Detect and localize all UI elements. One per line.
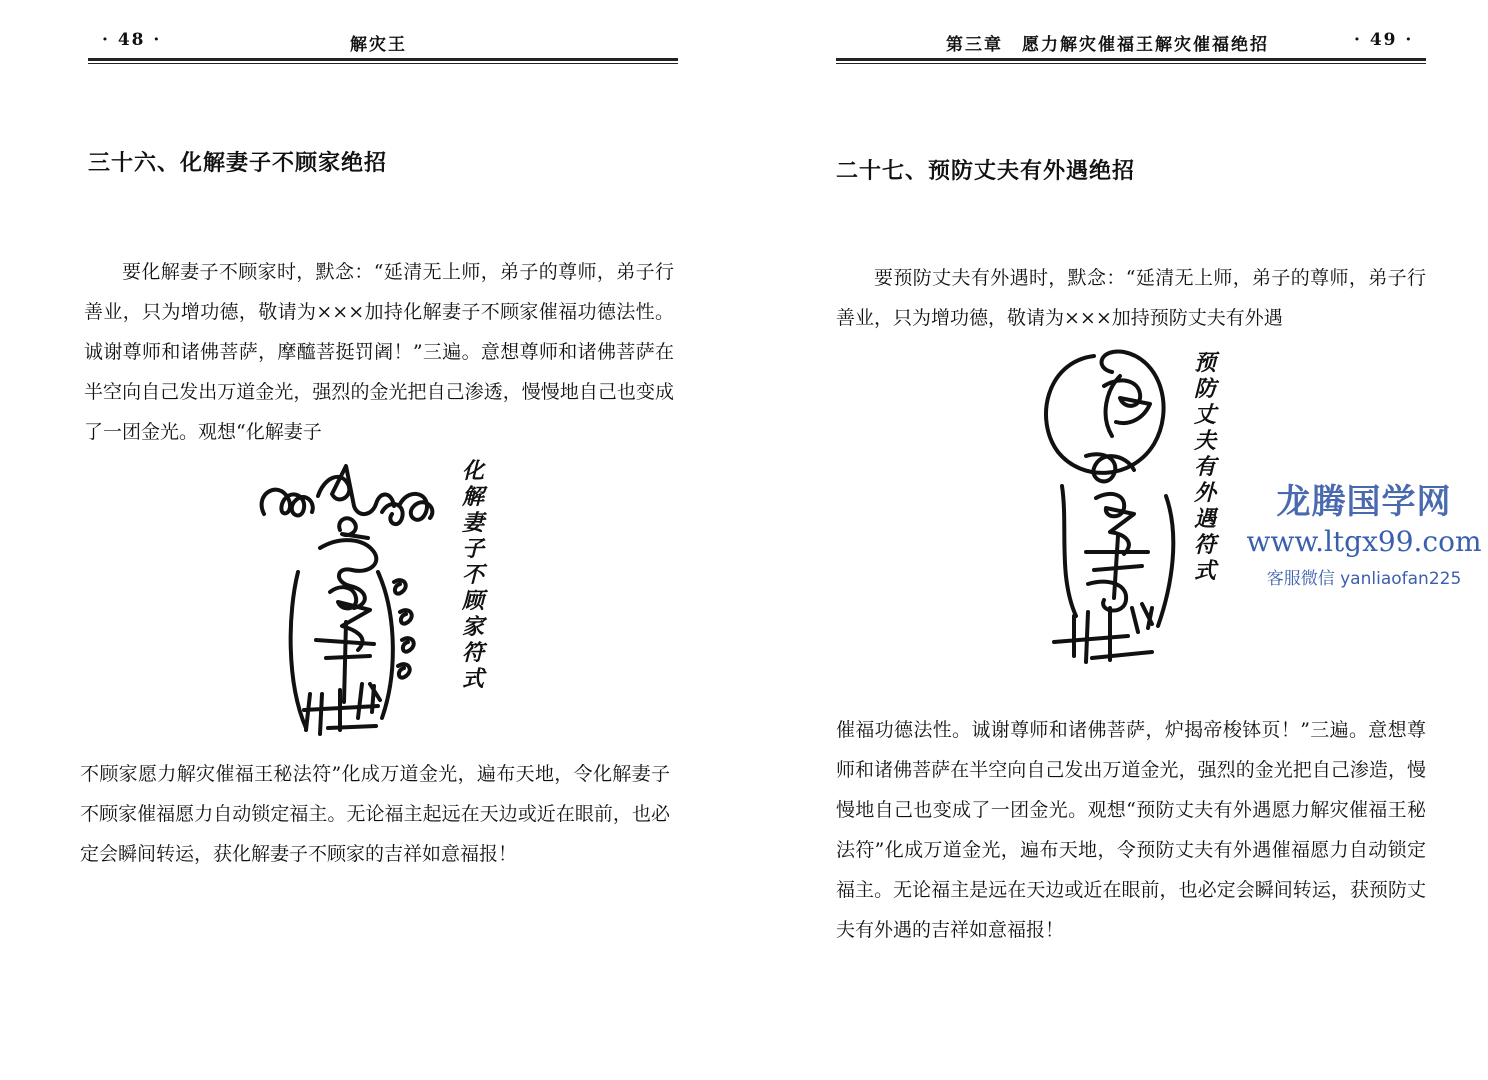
left-paragraph-1: 要化解妻子不顾家时，默念：“延清无上师，弟子的尊师，弟子行善业，只为增功德，敬请为×××加持化解妻子不顾家催福功德法性。诚谢尊师和诸佛菩萨，摩醯菩挺罚阇！”三遍。意想尊师和诸佛菩萨在半空向自己发出万道金光，强烈的金光把自己渗透，慢慢地自己也变成了一团金光。观想“化解妻子 (84, 261, 674, 443)
right-paragraph-2: 催福功德法性。诚谢尊师和诸佛菩萨，炉揭帝梭钵页！”三遍。意想尊师和诸佛菩萨在半空向自己发出万道金光，强烈的金光把自己渗造，慢慢地自己也变成了一团金光。观想“预防丈夫有外遇愿力解灾催福王秘法符”化成万道金光，遍布天地，令预防丈夫有外遇催福愿力自动锁定福主。无论福主是远在天边或近在眼前，也必定会瞬间转运，获预防丈夫有外遇的吉祥如意福报！ (836, 719, 1426, 941)
right-page-number: · 49 · (1354, 30, 1414, 50)
watermark-url: www.ltgx99.com (1246, 525, 1482, 558)
left-page-number: · 48 · (102, 30, 162, 50)
right-section-heading: 二十七、预防丈夫有外遇绝招 (836, 159, 1136, 184)
site-watermark (1240, 474, 1488, 589)
watermark-contact: 客服微信 yanliaofan225 (1266, 569, 1462, 589)
right-talisman-label: 预 防 丈 夫 有 外 遇 符 式 (1194, 350, 1217, 584)
watermark-site-name: 龙腾国学网 (1276, 482, 1452, 522)
left-talisman-drawing (250, 452, 450, 752)
right-paragraph-1: 要预防丈夫有外遇时，默念：“延清无上师，弟子的尊师，弟子行善业，只为增功德，敬请为×××加持预防丈夫有外遇 (836, 267, 1426, 329)
right-talisman-drawing (1034, 346, 1204, 696)
right-running-title: 第三章 愿力解灾催福王解灾催福绝招 (946, 35, 1269, 55)
left-page-header (88, 26, 678, 56)
left-talisman-label: 化 解 妻 子 不 顾 家 符 式 (462, 458, 485, 692)
right-page-header (836, 26, 1426, 56)
left-running-title: 解灾王 (350, 35, 407, 55)
left-section-heading: 三十六、化解妻子不顾家绝招 (88, 151, 388, 176)
left-paragraph-2: 不顾家愿力解灾催福王秘法符”化成万道金光，遍布天地，令化解妻子不顾家催福愿力自动锁定福主。无论福主起远在天边或近在眼前，也必定会瞬间转运，获化解妻子不顾家的吉祥如意福报！ (80, 763, 670, 865)
